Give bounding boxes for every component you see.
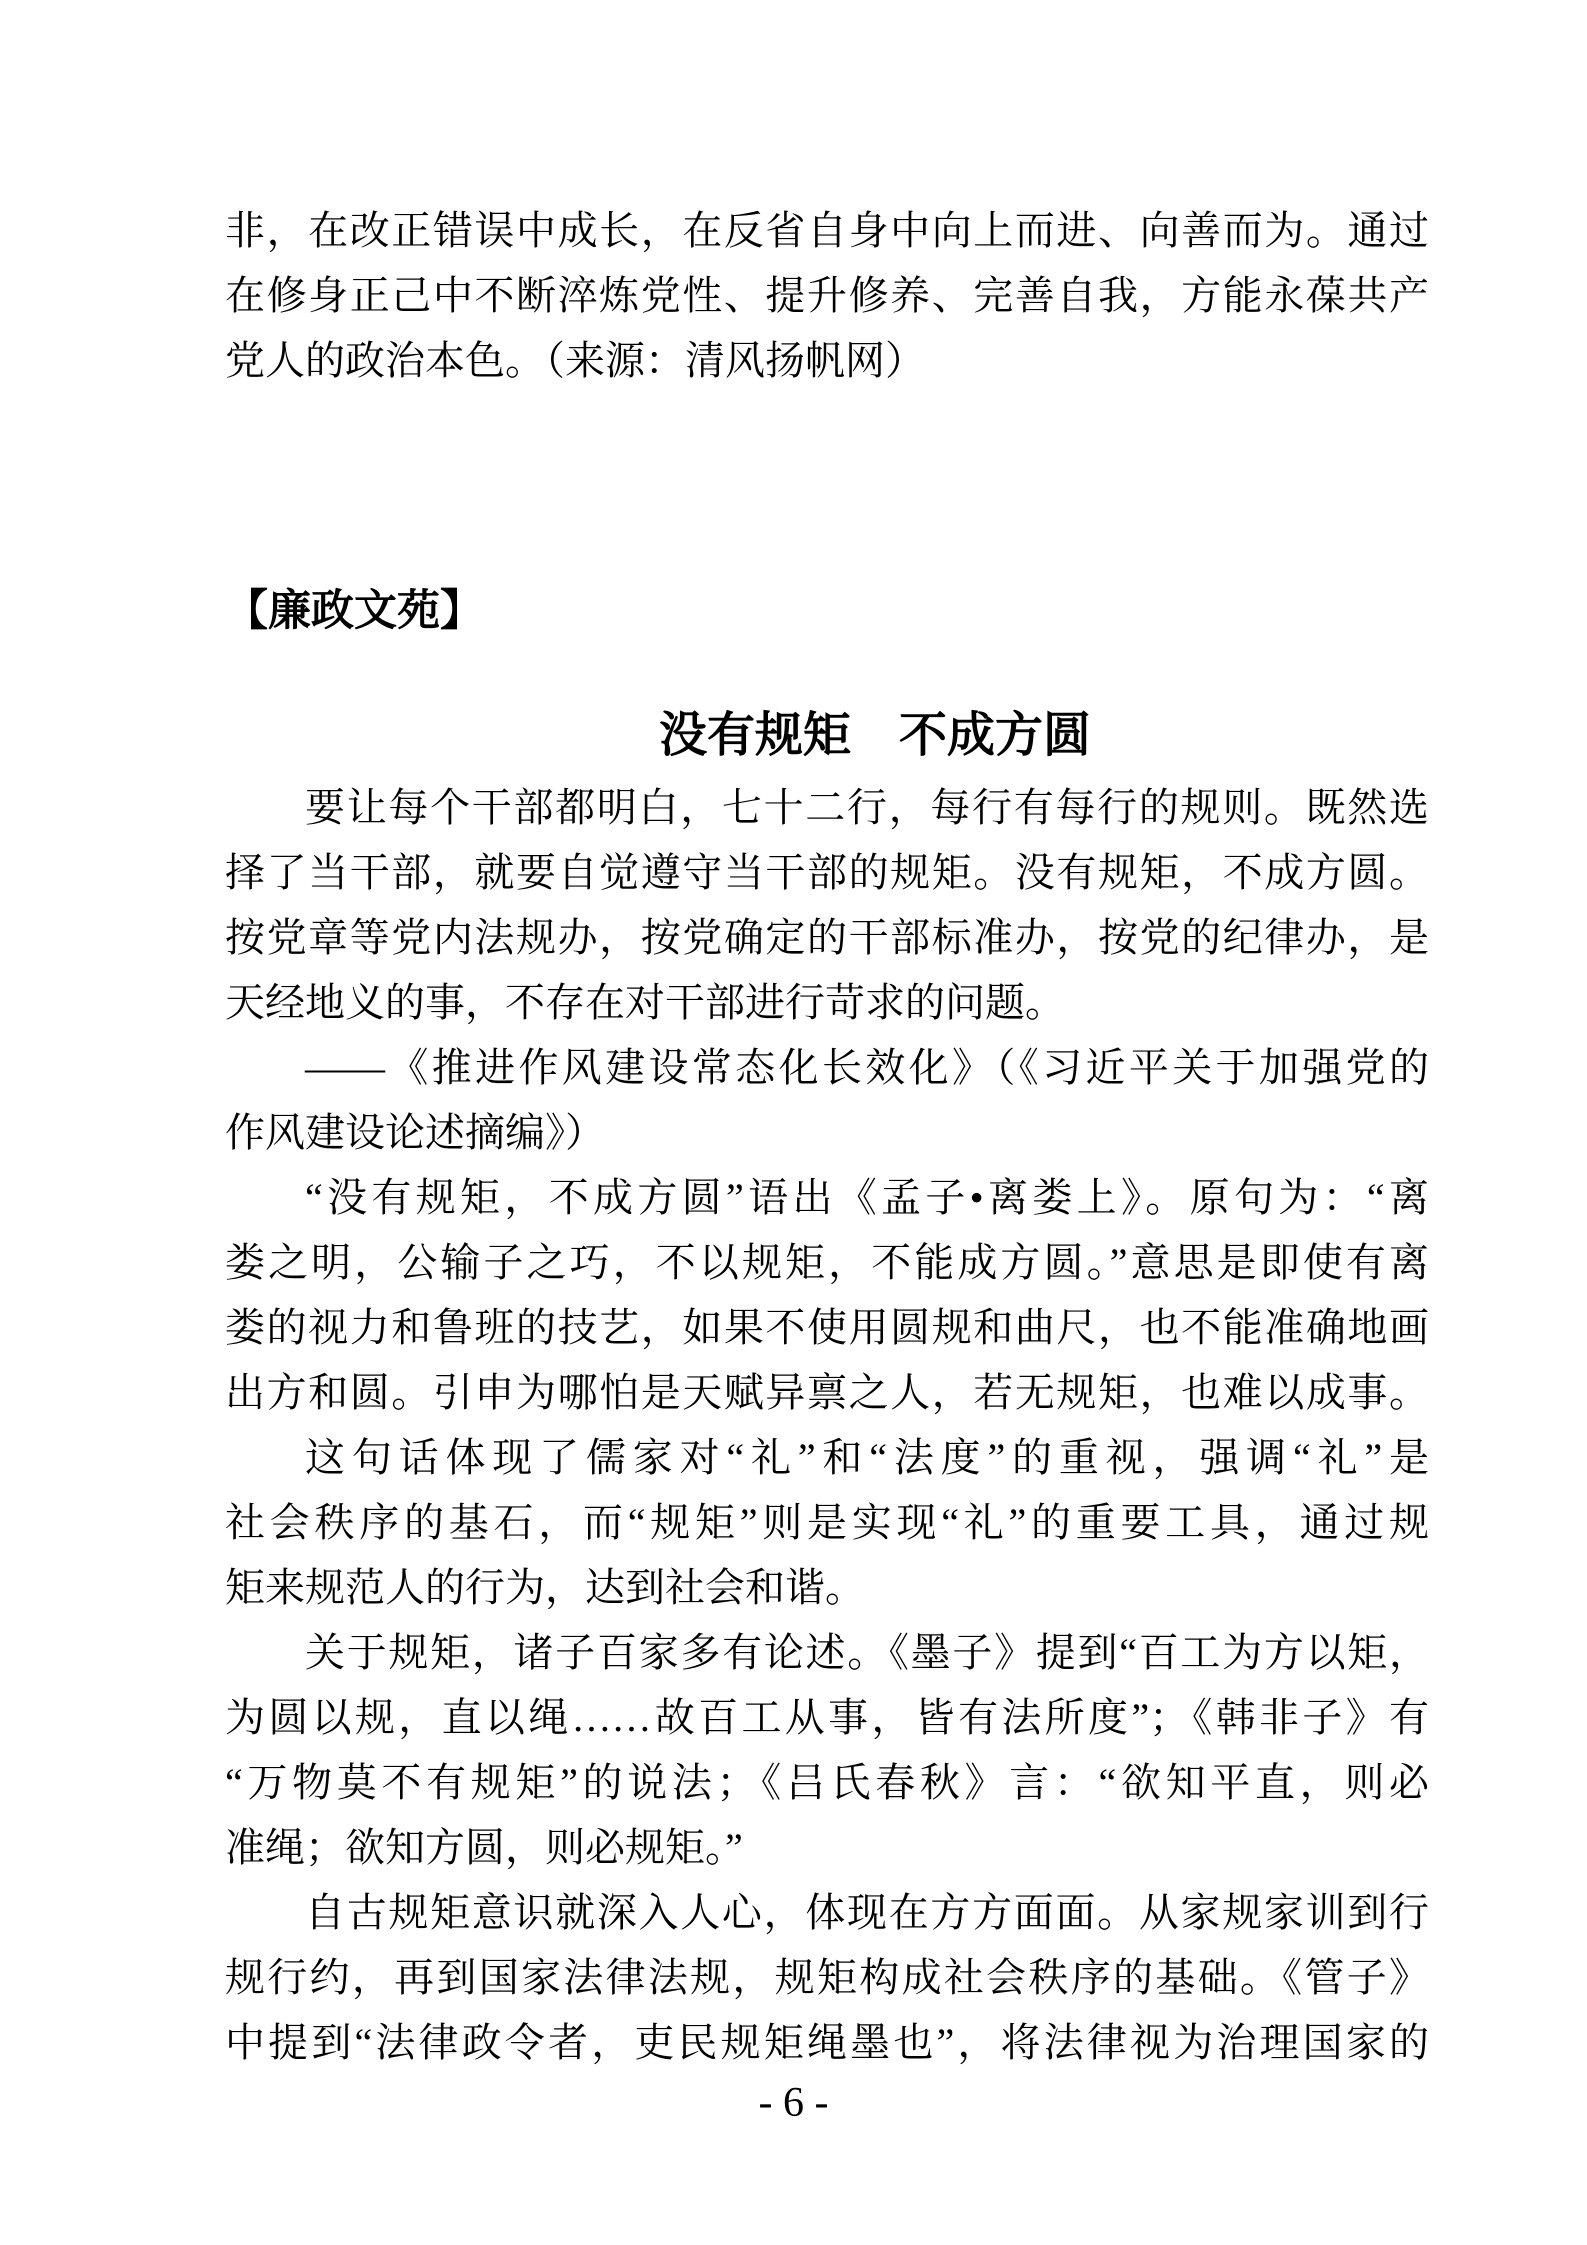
- text-line: 天经地义的事，不存在对干部进行苛求的问题。: [225, 980, 1065, 1025]
- text-line: 在修身正己中不断淬炼党性、提升修养、完善自我，方能永葆共产: [225, 273, 1429, 318]
- text-line: 这句话体现了儒家对“礼”和“法度”的重视，强调“礼”是: [305, 1435, 1429, 1480]
- text-line: 择了当干部，就要自觉遵守当干部的规矩。没有规矩，不成方圆。: [225, 850, 1429, 895]
- text-line: 要让每个干部都明白，七十二行，每行有每行的规则。既然选: [305, 785, 1429, 830]
- text-line: 党人的政治本色。（来源：清风扬帆网）: [225, 338, 925, 383]
- text-line: 社会秩序的基石，而“规矩”则是实现“礼”的重要工具，通过规: [225, 1500, 1429, 1545]
- text-line: 自古规矩意识就深入人心，体现在方方面面。从家规家训到行: [305, 1890, 1429, 1935]
- text-line: 娄的视力和鲁班的技艺，如果不使用圆规和曲尺，也不能准确地画: [225, 1305, 1429, 1350]
- text-line: 中提到“法律政令者，吏民规矩绳墨也”，将法律视为治理国家的: [225, 2020, 1429, 2065]
- text-line: ——《推进作风建设常态化长效化》（《习近平关于加强党的: [305, 1045, 1429, 1090]
- text-line: 准绳；欲知方圆，则必规矩。”: [225, 1825, 743, 1870]
- page-number: - 6 -: [758, 2080, 829, 2126]
- text-line: 按党章等党内法规办，按党确定的干部标准办，按党的纪律办，是: [225, 915, 1429, 960]
- article-body: [225, 775, 1429, 2075]
- text-line: “没有规矩，不成方圆”语出《孟子•离娄上》。原句为：“离: [305, 1175, 1429, 1220]
- article-title: 没有规矩 不成方圆: [658, 709, 1091, 762]
- text-line: 出方和圆。引申为哪怕是天赋异禀之人，若无规矩，也难以成事。: [225, 1370, 1429, 1415]
- section-header: 【廉政文苑】: [225, 588, 483, 635]
- text-line: 关于规矩，诸子百家多有论述。《墨子》提到“百工为方以矩，: [305, 1630, 1429, 1675]
- text-line: 为圆以规，直以绳……故百工从事，皆有法所度”；《韩非子》有: [225, 1695, 1429, 1740]
- text-line: 规行约，再到国家法律法规，规矩构成社会秩序的基础。《管子》: [225, 1955, 1429, 2000]
- text-line: “万物莫不有规矩”的说法；《吕氏春秋》言：“欲知平直，则必: [225, 1760, 1429, 1805]
- text-line: 作风建设论述摘编》）: [225, 1110, 605, 1155]
- intro-paragraph: [225, 198, 1429, 393]
- text-line: 非，在改正错误中成长，在反省自身中向上而进、向善而为。通过: [225, 208, 1429, 253]
- text-line: 矩来规范人的行为，达到社会和谐。: [225, 1565, 865, 1610]
- text-line: 娄之明，公输子之巧，不以规矩，不能成方圆。”意思是即使有离: [225, 1240, 1429, 1285]
